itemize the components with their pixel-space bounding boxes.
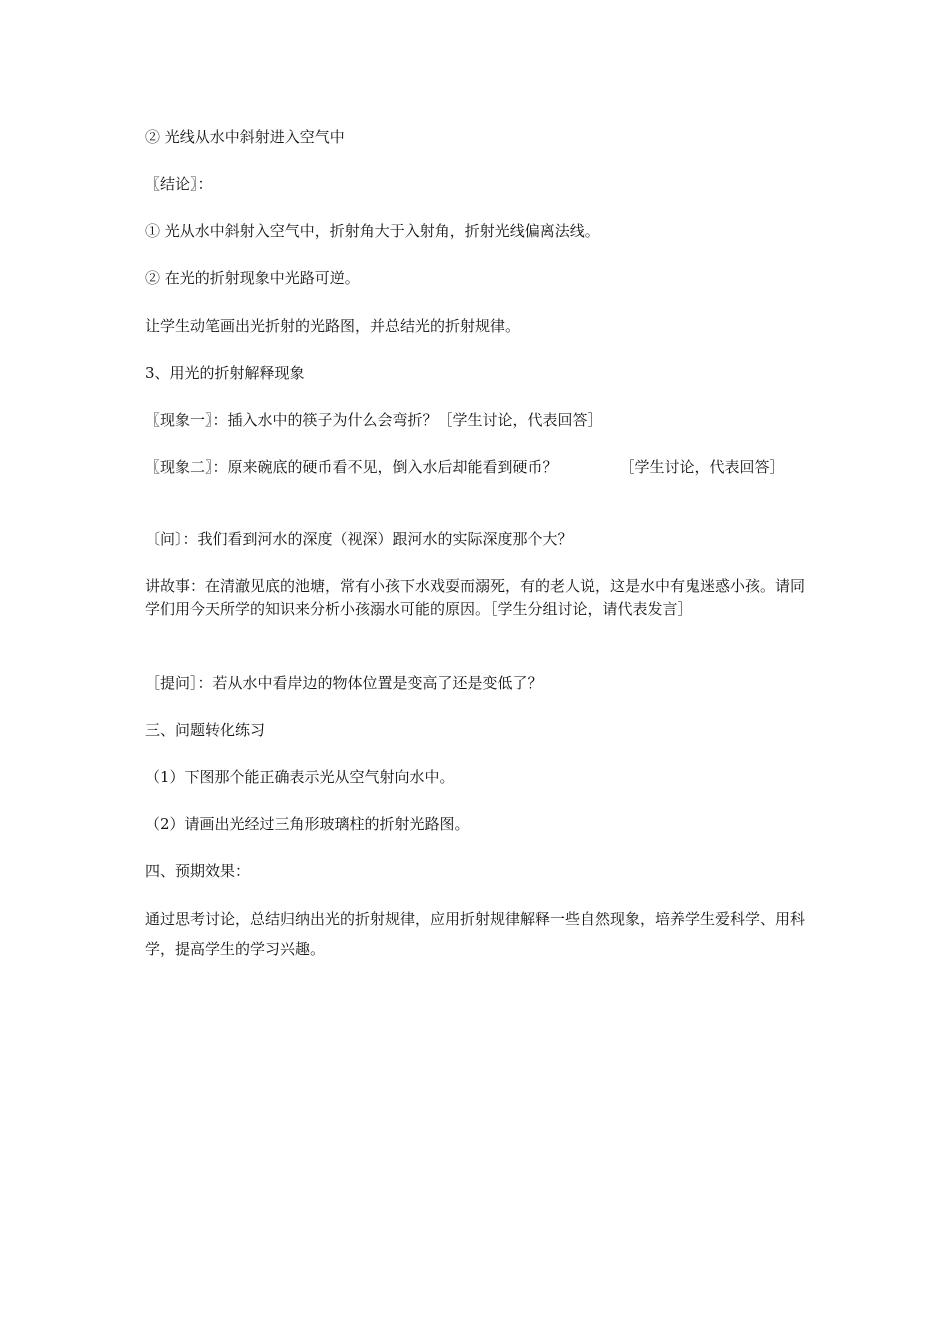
phenomenon-2-question: 〖现象二〗：原来碗底的硬币看不见，倒入水后却能看到硬币？ — [145, 458, 558, 476]
paragraph-section-four: 四、预期效果： — [145, 862, 251, 880]
paragraph-phenomenon-2 — [145, 456, 810, 479]
paragraph-conclusion-1: ① 光从水中斜射入空气中，折射角大于入射角，折射光线偏离法线。 — [145, 222, 600, 240]
paragraph-exercise-2: （2）请画出光经过三角形玻璃柱的折射光路图。 — [145, 815, 470, 833]
paragraph-exercise-1: （1）下图那个能正确表示光从空气射向水中。 — [145, 768, 455, 786]
paragraph-draw-diagram: 让学生动笔画出光折射的光路图，并总结光的折射规律。 — [145, 317, 521, 335]
paragraph-phenomenon-1: 〖现象一〗：插入水中的筷子为什么会弯折？［学生讨论，代表回答］ — [145, 411, 603, 429]
paragraph-section-three: 三、问题转化练习 — [145, 721, 266, 739]
paragraph-expected-effect: 通过思考讨论，总结归纳出光的折射规律，应用折射规律解释一些自然现象，培养学生爱科学、用科学，提高学生的学习兴趣。 — [145, 910, 806, 958]
phenomenon-2-note: ［学生讨论，代表回答］ — [619, 458, 785, 476]
paragraph-conclusion-2: ② 在光的折射现象中光路可逆。 — [145, 269, 360, 287]
paragraph-story: 讲故事：在清澈见底的池塘，常有小孩下水戏耍而溺死，有的老人说，这是水中有鬼迷惑小孩。请同学们用今天所学的知识来分析小孩溺水可能的原因。［学生分组讨论，请代表发言］ — [145, 577, 806, 618]
paragraph-question: 〔问〕：我们看到河水的深度（视深）跟河水的实际深度那个大？ — [145, 530, 573, 548]
paragraph-conclusion-heading: 〖结论〗： — [145, 175, 213, 193]
paragraph-step-2: ② 光线从水中斜射进入空气中 — [145, 128, 345, 146]
paragraph-section-3: 3、用光的折射解释现象 — [145, 364, 305, 382]
paragraph-ask: ［提问］：若从水中看岸边的物体位置是变高了还是变低了？ — [145, 674, 543, 692]
